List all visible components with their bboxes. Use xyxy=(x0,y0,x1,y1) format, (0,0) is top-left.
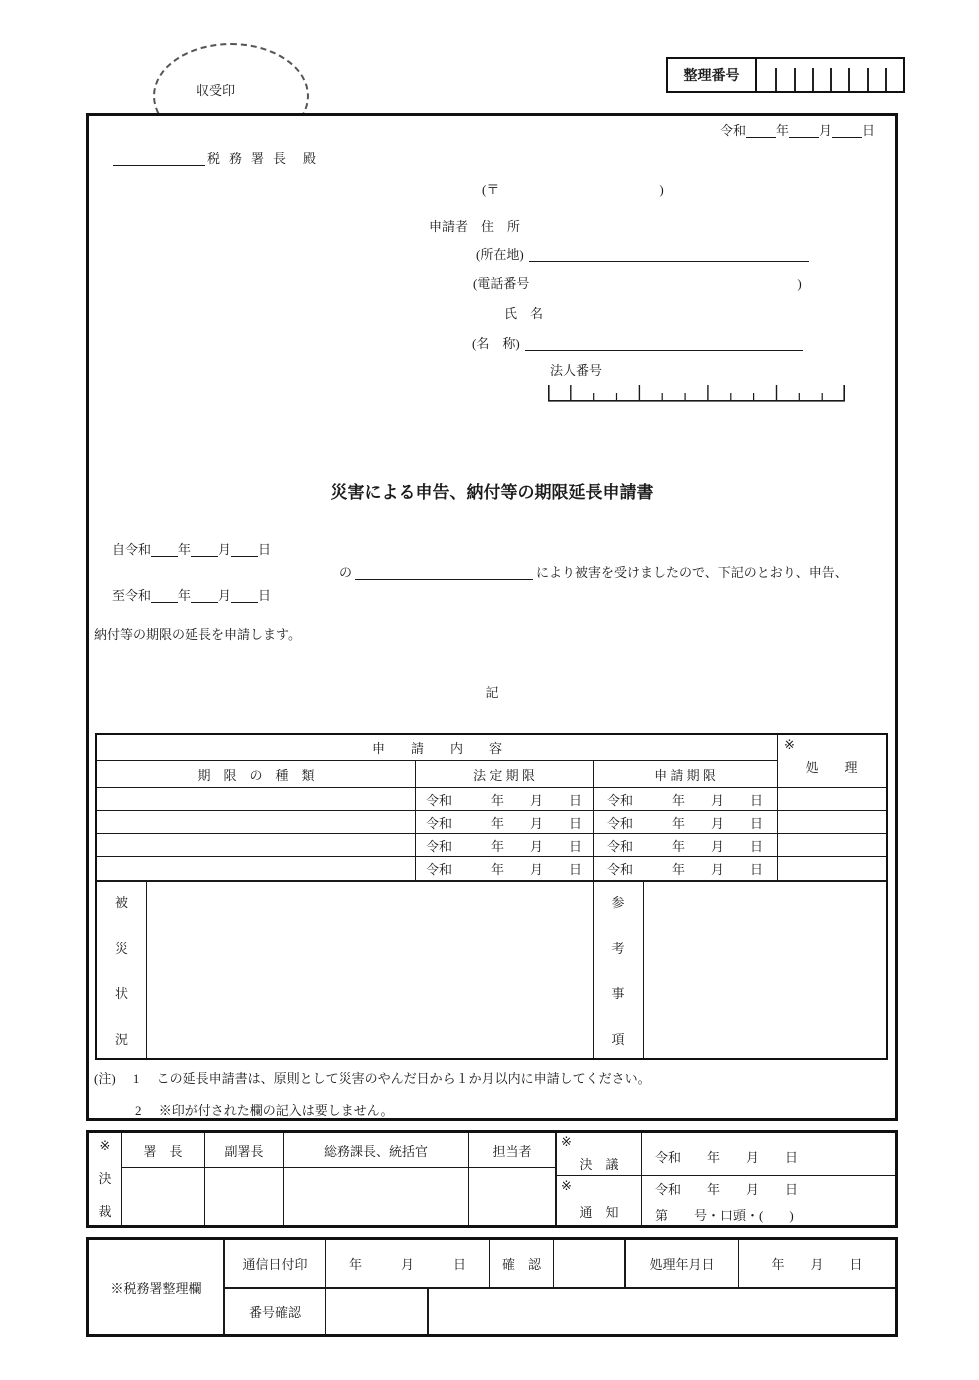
reference-items-input-area[interactable] xyxy=(644,882,886,1058)
phone-blank[interactable] xyxy=(529,287,797,288)
reference-number-cell[interactable] xyxy=(885,59,903,91)
statutory-date-cell[interactable]: 令和 年 月 日 xyxy=(425,838,582,854)
trade-name-line xyxy=(472,333,803,352)
comm-stamp-label: 通信日付印 xyxy=(242,1257,308,1272)
year-label: 年 xyxy=(178,588,192,603)
from-era-label: 自令和 xyxy=(112,542,152,557)
confirm-stamp-cell[interactable] xyxy=(554,1240,624,1287)
corporate-number-comb-field[interactable] xyxy=(548,383,845,402)
postal-code-blank[interactable] xyxy=(499,193,659,194)
trade-name-blank[interactable] xyxy=(525,335,803,351)
tax-office-label: 税務署長 xyxy=(207,151,296,166)
cause-text: により被害を受けましたので、下記のとおり、申告、 xyxy=(536,565,848,580)
request-text: 納付等の期限の延長を申請します。 xyxy=(94,627,301,642)
tax-office-name-blank[interactable] xyxy=(113,150,205,166)
notice-exempt-mark: ※ xyxy=(561,1178,572,1193)
requested-date-cell[interactable]: 令和 年 月 日 xyxy=(606,815,763,831)
reference-number-label: 整理番号 xyxy=(668,59,757,91)
reference-number-cell[interactable] xyxy=(775,59,793,91)
to-era-label: 至令和 xyxy=(112,588,152,603)
reference-number-cell[interactable] xyxy=(848,59,866,91)
staff-header: 担当者 xyxy=(492,1143,532,1159)
statutory-date-cell[interactable]: 令和 年 月 日 xyxy=(425,861,582,877)
year-label: 年 xyxy=(178,542,192,557)
reference-number-cell[interactable] xyxy=(794,59,812,91)
reference-items-char: 事 xyxy=(611,986,625,1002)
day-label: 日 xyxy=(258,542,272,557)
location-blank[interactable] xyxy=(529,246,809,262)
corporate-number-label: 法人番号 xyxy=(550,363,603,378)
number-confirm-stamp-cell[interactable] xyxy=(326,1289,427,1334)
reference-number-box xyxy=(666,57,905,93)
col-statutory-header: 法 定 期 限 xyxy=(473,767,535,783)
month-blank[interactable] xyxy=(789,122,819,138)
application-content-header: 申 請 内 容 xyxy=(371,741,502,756)
note-number: 1 xyxy=(132,1071,140,1086)
requested-date-cell[interactable]: 令和 年 月 日 xyxy=(606,838,763,854)
year-label: 年 xyxy=(775,123,789,138)
honorific-label: 殿 xyxy=(303,151,317,166)
processing-exempt-mark: ※ xyxy=(784,737,795,752)
damage-status-label xyxy=(97,882,146,1058)
day-blank[interactable] xyxy=(832,122,862,138)
postal-code-line xyxy=(482,179,664,198)
reference-items-label xyxy=(593,882,643,1058)
cause-line xyxy=(339,562,848,581)
deputy-chief-header: 副署長 xyxy=(224,1143,264,1159)
table-line xyxy=(641,1133,642,1225)
from-year-blank[interactable] xyxy=(151,541,178,557)
table-line xyxy=(555,1175,895,1176)
applicant-address-label: 申請者 住 所 xyxy=(429,219,521,234)
month-label: 月 xyxy=(218,542,232,557)
notice-date-cell[interactable]: 令和 年 月 日 xyxy=(655,1182,799,1197)
disaster-name-blank[interactable] xyxy=(355,564,533,580)
requested-date-cell[interactable]: 令和 年 月 日 xyxy=(606,861,763,877)
from-month-blank[interactable] xyxy=(191,541,218,557)
statutory-date-cell[interactable]: 令和 年 月 日 xyxy=(425,792,582,808)
reference-number-cell[interactable] xyxy=(830,59,848,91)
damage-status-char: 被 xyxy=(114,895,128,910)
postal-open-label: (〒 xyxy=(482,182,500,197)
phone-label: (電話番号 xyxy=(473,276,530,291)
approval-side-char: 裁 xyxy=(98,1204,112,1219)
approval-side-char: 決 xyxy=(98,1171,112,1186)
approval-side-label xyxy=(89,1133,121,1225)
from-day-blank[interactable] xyxy=(231,541,258,557)
office-side-label: ※税務署整理欄 xyxy=(110,1280,202,1296)
reference-items-char: 項 xyxy=(611,1031,625,1047)
reference-items-char: 考 xyxy=(611,940,625,956)
office-memo-cell[interactable] xyxy=(429,1289,895,1334)
day-label: 日 xyxy=(861,123,875,138)
general-affairs-header: 総務課長、統括官 xyxy=(323,1143,428,1159)
name-label: 氏 名 xyxy=(504,306,544,321)
location-label: (所在地) xyxy=(476,247,524,262)
receipt-stamp-label: 収受印 xyxy=(196,83,236,98)
process-date-cell[interactable]: 年 月 日 xyxy=(771,1257,863,1272)
damage-status-input-area[interactable] xyxy=(147,882,593,1058)
chief-header: 署 長 xyxy=(143,1143,183,1159)
reference-number-cell[interactable] xyxy=(812,59,830,91)
decision-label: 決 議 xyxy=(579,1156,619,1172)
year-blank[interactable] xyxy=(746,122,776,138)
trade-name-label: (名 称) xyxy=(472,336,520,351)
process-date-label: 処理年月日 xyxy=(649,1257,715,1272)
statutory-date-cell[interactable]: 令和 年 月 日 xyxy=(425,815,582,831)
deadline-kind-cells[interactable] xyxy=(97,787,415,880)
addressee-line xyxy=(113,148,316,167)
col-kind-header: 期 限 の 種 類 xyxy=(197,767,315,783)
reference-items-char: 参 xyxy=(611,895,625,910)
particle-no: の xyxy=(339,565,353,580)
to-year-blank[interactable] xyxy=(151,587,178,603)
note-number: 2 xyxy=(135,1103,142,1118)
damage-status-char: 況 xyxy=(114,1031,128,1047)
phone-line xyxy=(473,273,802,292)
confirm-label: 確 認 xyxy=(501,1257,541,1272)
note-text: この延長申請書は、原則として災害のやんだ日から１か月以内に申請してください。 xyxy=(156,1071,651,1086)
decision-exempt-mark: ※ xyxy=(561,1134,572,1149)
era-label: 令和 xyxy=(719,123,746,138)
reference-number-cells xyxy=(757,59,903,91)
reference-number-cell[interactable] xyxy=(867,59,885,91)
application-table xyxy=(95,733,888,1060)
approval-side-char: ※ xyxy=(99,1138,111,1153)
main-form-box xyxy=(86,113,898,1121)
damage-status-char: 状 xyxy=(114,986,128,1002)
ki-heading: 記 xyxy=(485,685,499,700)
requested-date-cell[interactable]: 令和 年 月 日 xyxy=(606,792,763,808)
comm-date-cell[interactable]: 年 月 日 xyxy=(348,1257,466,1272)
to-day-blank[interactable] xyxy=(231,587,258,603)
to-date-line xyxy=(112,585,271,604)
from-date-line xyxy=(112,539,271,558)
to-month-blank[interactable] xyxy=(191,587,218,603)
decision-date-cell[interactable]: 令和 年 月 日 xyxy=(655,1150,799,1165)
damage-status-char: 災 xyxy=(114,940,128,956)
form-title: 災害による申告、納付等の期限延長申請書 xyxy=(330,483,654,502)
office-processing-table xyxy=(86,1237,898,1337)
location-line xyxy=(476,244,809,263)
note-line-1 xyxy=(94,1068,651,1087)
note-text: ※印が付された欄の記入は要しません。 xyxy=(158,1103,394,1118)
month-label: 月 xyxy=(218,588,232,603)
number-confirm-label: 番号確認 xyxy=(248,1305,301,1320)
col-requested-header: 申 請 期 限 xyxy=(654,767,716,783)
note-line-2 xyxy=(135,1100,394,1119)
approval-stamp-cells[interactable] xyxy=(122,1168,555,1225)
reference-number-cell[interactable] xyxy=(757,59,775,91)
note-prefix: (注) xyxy=(94,1071,116,1086)
day-label: 日 xyxy=(258,588,272,603)
notice-number-cell[interactable]: 第 号・口頭・( ) xyxy=(655,1208,794,1223)
notice-label: 通 知 xyxy=(579,1204,619,1220)
month-label: 月 xyxy=(818,123,832,138)
col-processing-header: 処 理 xyxy=(805,759,858,775)
phone-close-label: ) xyxy=(797,276,802,291)
approval-table xyxy=(86,1130,898,1228)
postal-close-label: ) xyxy=(659,182,664,197)
submission-date-line xyxy=(720,120,875,139)
